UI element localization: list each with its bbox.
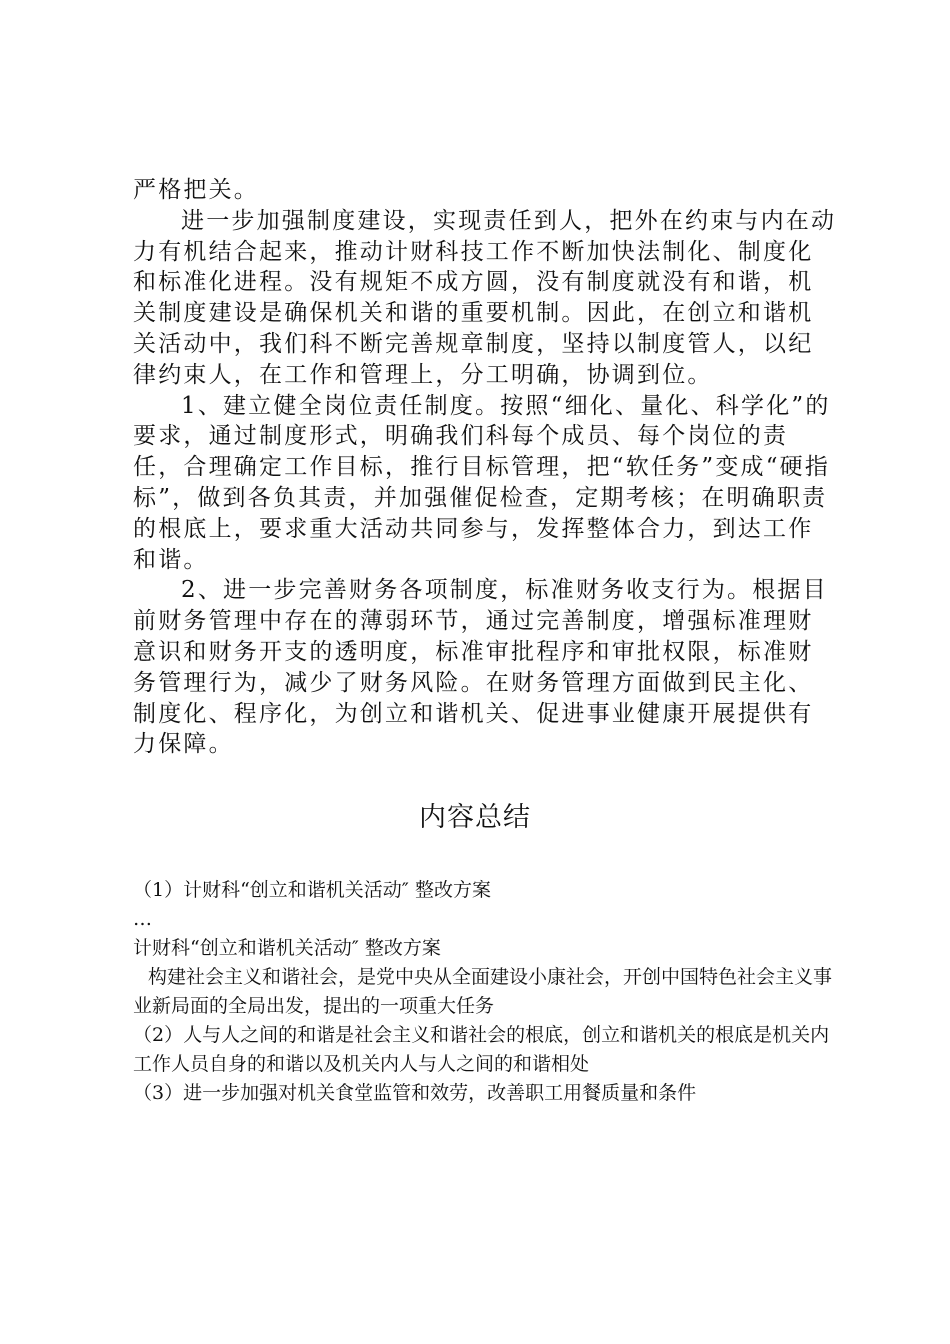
summary-title: 内容总结 [419, 802, 531, 833]
paragraph-continuation: 严格把关。 [133, 177, 259, 203]
summary-section [133, 876, 833, 1108]
summary-paragraph: 构建社会主义和谐社会，是党中央从全面建设小康社会，开创中国特色社会主义事业新局面的全局出发，提出的一项重大任务 [133, 966, 833, 1017]
summary-item-1: （1）计财科“创立和谐机关活动″ 整改方案 [133, 879, 491, 901]
paragraph-system-building: 进一步加强制度建设，实现责任到人，把外在约束与内在动力有机结合起来，推动计财科技工作不断加快法制化、制度化和标准化进程。没有规矩不成方圆，没有制度就没有和谐，机关制度建设是确保机关和谐的重要机制。因此，在创立和谐机关活动中，我们科不断完善规章制度，坚持以制度管人，以纪律约束人，在工作和管理上，分工明确，协调到位。 [133, 207, 837, 388]
summary-item-3: （3）进一步加强对机关食堂监管和效劳，改善职工用餐质量和条件 [133, 1082, 697, 1104]
paragraph-responsibility-system: 1、建立健全岗位责任制度。按照“细化、量化、科学化”的要求，通过制度形式，明确我们科每个成员、每个岗位的责任，合理确定工作目标，推行目标管理，把“软任务”变成“硬指标”，做到各负其责，并加强催促检查，定期考核；在明确职责的根底上，要求重大活动共同参与，发挥整体合力，到达工作和谐。 [133, 392, 831, 573]
summary-ellipsis: … [133, 908, 152, 930]
body-text [133, 175, 838, 760]
summary-subtitle: 计财科“创立和谐机关活动″ 整改方案 [133, 937, 441, 959]
paragraph-finance-system: 2、进一步完善财务各项制度，标准财务收支行为。根据目前财务管理中存在的薄弱环节，通过完善制度，增强标准理财意识和财务开支的透明度，标准审批程序和审批权限，标准财务管理行为，减少了财务风险。在财务管理方面做到民主化、制度化、程序化，为创立和谐机关、促进事业健康开展提供有力保障。 [133, 577, 828, 758]
summary-item-2: （2）人与人之间的和谐是社会主义和谐社会的根底，创立和谐机关的根底是机关内工作人员自身的和谐以及机关内人与人之间的和谐相处 [133, 1024, 830, 1075]
